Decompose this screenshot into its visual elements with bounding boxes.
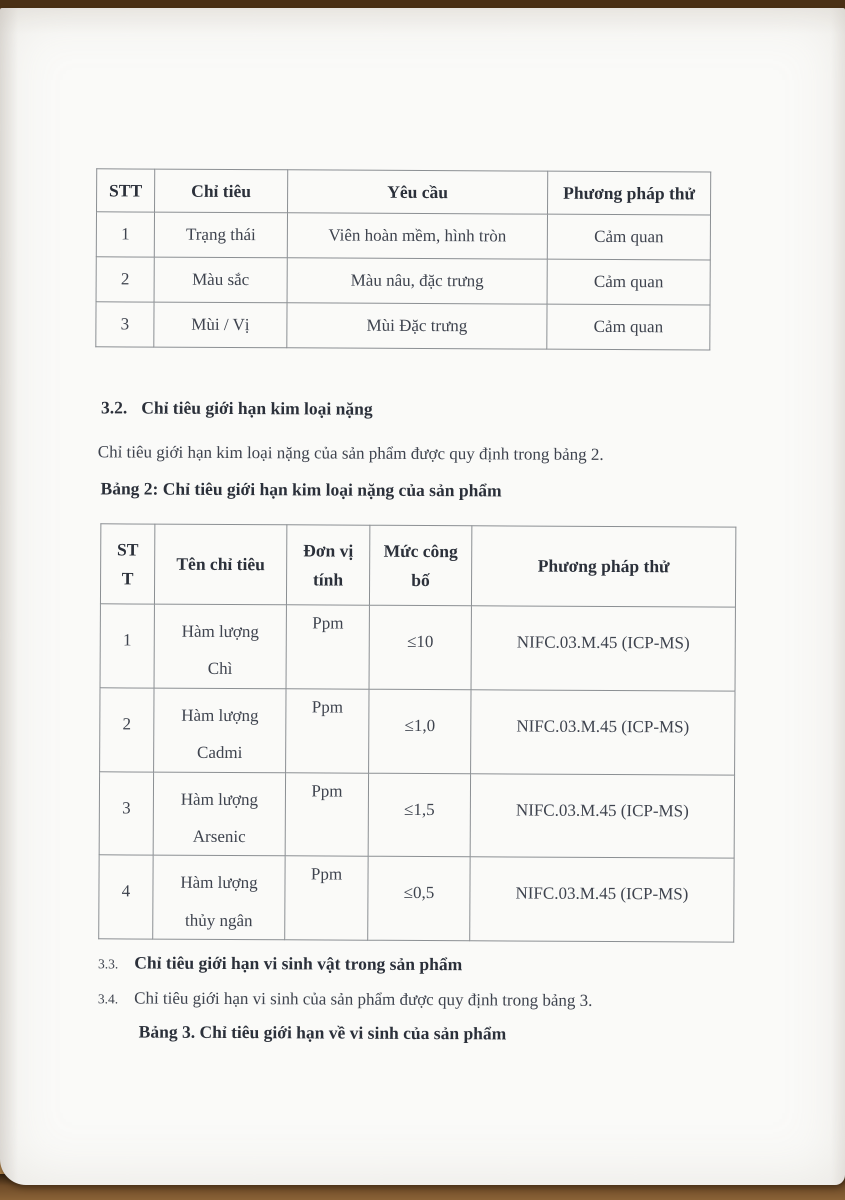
cell-declared-level: ≤1,5 bbox=[368, 773, 470, 857]
cell-stt: 1 bbox=[96, 212, 154, 257]
table-2-caption: Bảng 2: Chỉ tiêu giới hạn kim loại nặng của sản phẩm bbox=[100, 478, 502, 501]
cell-declared-level: ≤10 bbox=[369, 605, 471, 689]
cell-criterion: Trạng thái bbox=[154, 212, 287, 258]
table-3-caption: Bảng 3. Chỉ tiêu giới hạn về vi sinh của sản phẩm bbox=[138, 1021, 507, 1044]
cell-stt: 4 bbox=[99, 855, 153, 939]
cell-stt: 3 bbox=[96, 302, 154, 347]
cell-method: NIFC.03.M.45 (ICP-MS) bbox=[471, 690, 735, 775]
table-heavy-metal-limits bbox=[98, 523, 736, 942]
column-header-method: Phương pháp thử bbox=[471, 526, 735, 607]
table-header-row bbox=[100, 524, 735, 607]
section-number: 3.4. bbox=[97, 991, 119, 1007]
cell-method: NIFC.03.M.45 (ICP-MS) bbox=[470, 773, 734, 858]
section-heading-3-3 bbox=[98, 952, 462, 975]
cell-stt: 2 bbox=[96, 257, 154, 302]
section-number: 3.3. bbox=[98, 956, 119, 972]
column-header-stt: ST T bbox=[100, 524, 154, 604]
table-header-row bbox=[97, 169, 711, 215]
page-content bbox=[0, 6, 845, 1187]
cell-stt: 3 bbox=[99, 771, 153, 855]
section-title: Chỉ tiêu giới hạn kim loại nặng bbox=[141, 397, 373, 419]
table-row bbox=[99, 771, 734, 858]
cell-method: Cảm quan bbox=[547, 214, 710, 260]
section-heading-3-2 bbox=[101, 397, 373, 419]
column-header-stt: STT bbox=[97, 169, 155, 212]
table-row bbox=[96, 257, 710, 305]
table-row bbox=[99, 855, 734, 942]
table-row bbox=[96, 212, 710, 260]
section-3-2-paragraph: Chỉ tiêu giới hạn kim loại nặng của sản phẩm được quy định trong bảng 2. bbox=[97, 442, 604, 464]
cell-method: NIFC.03.M.45 (ICP-MS) bbox=[470, 857, 734, 942]
cell-method: NIFC.03.M.45 (ICP-MS) bbox=[471, 606, 735, 691]
cell-method: Cảm quan bbox=[547, 259, 710, 305]
paragraph-text: Chỉ tiêu giới hạn vi sinh của sản phẩm được quy định trong bảng 3. bbox=[134, 988, 593, 1010]
cell-unit: Ppm bbox=[285, 772, 368, 856]
column-header-declared-level: Mức công bố bbox=[369, 525, 471, 606]
cell-unit: Ppm bbox=[286, 605, 369, 689]
cell-name: Hàm lượng Arsenic bbox=[153, 772, 285, 856]
cell-criterion: Mùi / Vị bbox=[154, 302, 287, 348]
cell-name: Hàm lượng Chì bbox=[154, 604, 286, 688]
cell-name: Hàm lượng Cadmi bbox=[154, 688, 286, 772]
cell-requirement: Mùi Đặc trưng bbox=[287, 303, 547, 349]
cell-requirement: Màu nâu, đặc trưng bbox=[287, 258, 547, 304]
cell-name: Hàm lượng thủy ngân bbox=[153, 855, 285, 939]
cell-method: Cảm quan bbox=[547, 304, 710, 350]
section-number: 3.2. bbox=[100, 397, 128, 418]
column-header-unit: Đơn vị tính bbox=[286, 525, 369, 605]
table-row bbox=[100, 688, 735, 775]
cell-declared-level: ≤0,5 bbox=[368, 857, 470, 941]
column-header-criterion: Chỉ tiêu bbox=[155, 169, 288, 213]
cell-unit: Ppm bbox=[285, 856, 368, 940]
section-title: Chỉ tiêu giới hạn vi sinh vật trong sản phẩm bbox=[134, 952, 463, 975]
table-row bbox=[100, 604, 735, 691]
cell-declared-level: ≤1,0 bbox=[369, 689, 471, 773]
column-header-name: Tên chỉ tiêu bbox=[154, 524, 286, 605]
cell-requirement: Viên hoàn mềm, hình tròn bbox=[287, 213, 547, 259]
document-page bbox=[0, 8, 845, 1185]
cell-unit: Ppm bbox=[286, 689, 369, 773]
section-3-4-paragraph bbox=[98, 988, 593, 1011]
table-row bbox=[96, 302, 710, 350]
column-header-requirement: Yêu cầu bbox=[288, 170, 548, 214]
cell-stt: 2 bbox=[100, 688, 154, 772]
cell-criterion: Màu sắc bbox=[154, 257, 287, 303]
cell-stt: 1 bbox=[100, 604, 154, 688]
table-sensory-criteria bbox=[95, 168, 711, 350]
column-header-method: Phương pháp thử bbox=[548, 171, 711, 215]
